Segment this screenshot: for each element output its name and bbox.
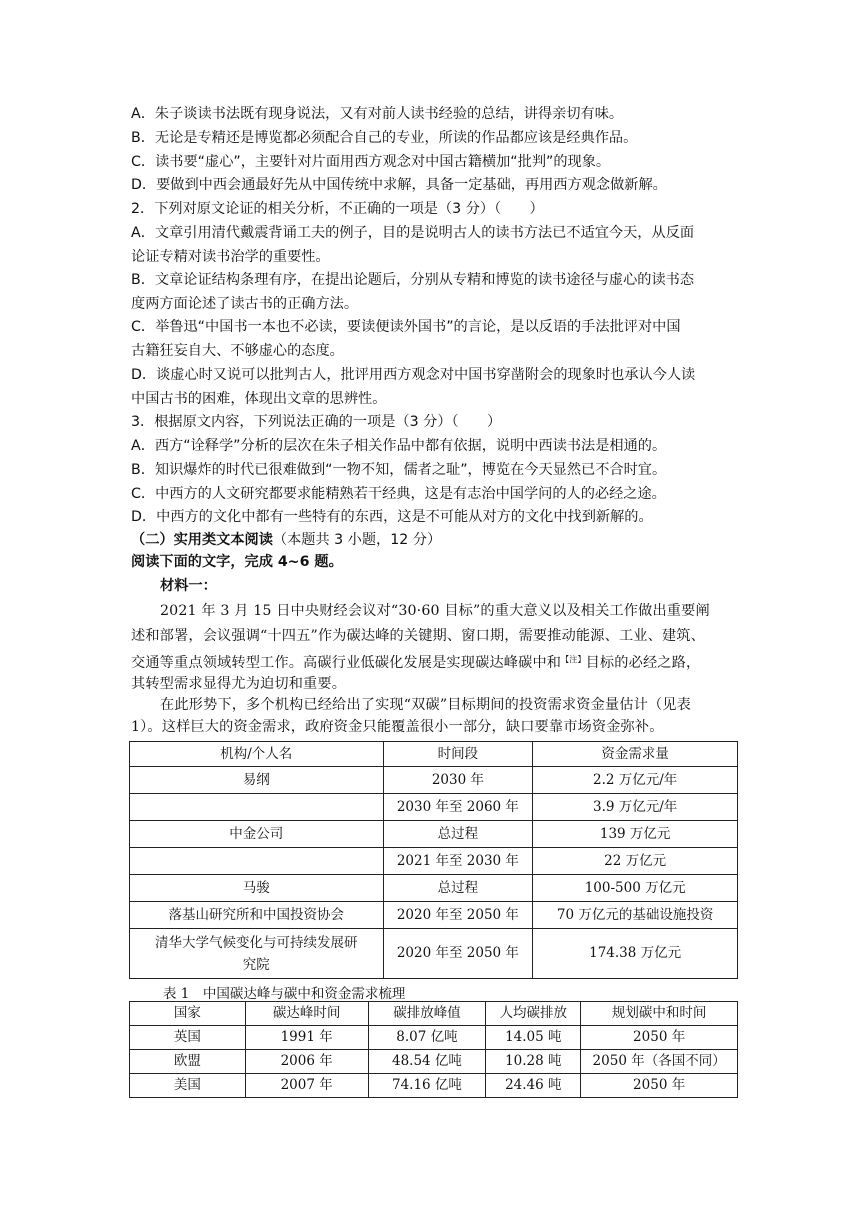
cell-org-line1: 清华大学气候变化与可持续发展研 <box>155 934 358 951</box>
q1-option-b: B．无论是专精还是博览都必须配合自己的专业，所读的作品都应该是经典作品。 <box>131 130 638 146</box>
q3-option-c: C．中西方的人文研究都要求能精熟若干经典，这是有志治中国学问的人的必经之途。 <box>131 486 666 502</box>
q2-option-c-cont: 古籍狂妄自大、不够虚心的态度。 <box>131 343 344 359</box>
q1-option-c: C．读书要“虚心”，主要针对片面用西方观念对中国古籍横加“批判”的现象。 <box>131 154 611 170</box>
cell-org <box>130 848 384 875</box>
q2-stem: 2．下列对原文论证的相关分析，不正确的一项是（3 分）（ ） <box>131 201 544 217</box>
cell-period: 2020 年至 2050 年 <box>383 929 533 979</box>
q3-option-a: A．西方“诠释学”分析的层次在朱子相关作品中都有依据，说明中西读书法是相通的。 <box>131 438 667 454</box>
paragraph1-line3-a: 交通等重点领域转型工作。高碳行业低碳化发展是实现碳达峰碳中和 <box>131 655 562 671</box>
table-row <box>130 1050 738 1074</box>
table-row <box>130 1026 738 1050</box>
paragraph1-line4: 其转型需求显得尤为迫切和重要。 <box>131 676 347 692</box>
cell-period: 总过程 <box>383 875 533 902</box>
table-row <box>130 902 738 929</box>
cell-per-capita: 10.28 吨 <box>486 1050 581 1074</box>
funding-table <box>129 741 738 979</box>
cell-org <box>130 929 384 979</box>
table-row <box>130 821 738 848</box>
cell-country: 美国 <box>130 1074 246 1098</box>
table-row <box>130 848 738 875</box>
cell-peak-time: 2007 年 <box>245 1074 368 1098</box>
cell-period: 2030 年 <box>383 767 533 794</box>
header-org: 机构/个人名 <box>130 742 384 767</box>
material-label: 材料一： <box>160 578 217 594</box>
section-instruction: 阅读下面的文字，完成 4~6 题。 <box>131 554 343 570</box>
header-country: 国家 <box>130 1002 246 1026</box>
section-title: （二）实用类文本阅读 <box>131 532 273 548</box>
paragraph1-line3-b: 目标的必经之路， <box>585 655 701 671</box>
cell-neutral-time: 2050 年 <box>581 1074 738 1098</box>
table-row <box>130 767 738 794</box>
header-peak-value: 碳排放峰值 <box>368 1002 486 1026</box>
paragraph1-line3 <box>131 652 741 671</box>
q1-option-d: D．要做到中西会通最好先从中国传统中求解，具备一定基础，再用西方观念做新解。 <box>131 177 667 193</box>
cell-per-capita: 24.46 吨 <box>486 1074 581 1098</box>
cell-amount: 139 万亿元 <box>533 821 738 848</box>
table-row <box>130 794 738 821</box>
table-row <box>130 929 738 979</box>
q2-option-d: D．谈虚心时又说可以批判古人，批评用西方观念对中国书穿凿附会的现象时也承认今人读 <box>131 367 696 383</box>
section-heading <box>131 532 741 548</box>
q2-option-c: C．举鲁迅“中国书一本也不必读，要读便读外国书”的言论，是以反语的手法批评对中国 <box>131 319 681 335</box>
cell-neutral-time: 2050 年 <box>581 1026 738 1050</box>
cell-neutral-time: 2050 年（各国不同） <box>581 1050 738 1074</box>
cell-peak-time: 1991 年 <box>245 1026 368 1050</box>
paragraph2-line2: 1）。这样巨大的资金需求，政府资金只能覆盖很小一部分，缺口要靠市场资金弥补。 <box>131 719 664 735</box>
table-header-row <box>130 1002 738 1026</box>
q1-option-a: A．朱子谈读书法既有现身说法，又有对前人读书经验的总结，讲得亲切有味。 <box>131 106 624 122</box>
cell-org <box>130 794 384 821</box>
paragraph2-line1: 在此形势下，多个机构已经给出了实现“双碳”目标期间的投资需求资金量估计（见表 <box>160 697 691 713</box>
q2-option-b: B．文章论证结构条理有序，在提出论题后，分别从专精和博览的读书途径与虚心的读书态 <box>131 272 695 288</box>
cell-org-line2: 究院 <box>242 956 270 973</box>
cell-org: 马骏 <box>130 875 384 902</box>
q3-option-b: B．知识爆炸的时代已很难做到“一物不知，儒者之耻”，博览在今天显然已不合时宜。 <box>131 462 667 478</box>
section-title-note: （本题共 3 小题，12 分） <box>272 532 442 548</box>
cell-peak-value: 8.07 亿吨 <box>368 1026 486 1050</box>
cell-peak-value: 74.16 亿吨 <box>368 1074 486 1098</box>
cell-period: 总过程 <box>383 821 533 848</box>
paragraph1-line1: 2021 年 3 月 15 日中央财经会议对“30·60 目标”的重大意义以及相关工作做出重要阐 <box>160 603 710 619</box>
q2-option-d-cont: 中国古书的困难，体现出文章的思辨性。 <box>131 391 387 407</box>
cell-amount: 22 万亿元 <box>533 848 738 875</box>
table-header-row <box>130 742 738 767</box>
cell-amount: 2.2 万亿元/年 <box>533 767 738 794</box>
table1-caption: 表 1 中国碳达峰与碳中和资金需求梳理 <box>163 986 406 1002</box>
cell-country: 欧盟 <box>130 1050 246 1074</box>
cell-amount: 174.38 万亿元 <box>533 929 738 979</box>
cell-period: 2020 年至 2050 年 <box>383 902 533 929</box>
q2-option-a: A．文章引用清代戴震背诵工夫的例子，目的是说明古人的读书方法已不适宜今天，从反面 <box>131 225 695 241</box>
paragraph1-line2: 述和部署，会议强调“十四五”作为碳达峰的关键期、窗口期，需要推动能源、工业、建筑、 <box>131 628 705 644</box>
cell-amount: 70 万亿元的基础设施投资 <box>533 902 738 929</box>
q3-option-d: D．中西方的文化中都有一些特有的东西，这是不可能从对方的文化中找到新解的。 <box>131 509 653 525</box>
table-row <box>130 875 738 902</box>
cell-peak-time: 2006 年 <box>245 1050 368 1074</box>
header-peak-time: 碳达峰时间 <box>245 1002 368 1026</box>
cell-org: 易纲 <box>130 767 384 794</box>
q3-stem: 3．根据原文内容，下列说法正确的一项是（3 分）（ ） <box>131 414 502 430</box>
cell-country: 英国 <box>130 1026 246 1050</box>
header-amount: 资金需求量 <box>533 742 738 767</box>
q2-option-a-cont: 论证专精对读书治学的重要性。 <box>131 249 330 265</box>
cell-period: 2030 年至 2060 年 <box>383 794 533 821</box>
cell-amount: 100-500 万亿元 <box>533 875 738 902</box>
cell-amount: 3.9 万亿元/年 <box>533 794 738 821</box>
cell-peak-value: 48.54 亿吨 <box>368 1050 486 1074</box>
header-period: 时间段 <box>383 742 533 767</box>
cell-period: 2021 年至 2030 年 <box>383 848 533 875</box>
cell-per-capita: 14.05 吨 <box>486 1026 581 1050</box>
header-per-capita: 人均碳排放 <box>486 1002 581 1026</box>
header-neutral-time: 规划碳中和时间 <box>581 1002 738 1026</box>
footnote-marker: 【注】 <box>561 655 586 664</box>
cell-org: 中金公司 <box>130 821 384 848</box>
carbon-peak-table <box>129 1001 738 1098</box>
q2-option-b-cont: 度两方面论述了读古书的正确方法。 <box>131 296 359 312</box>
table-row <box>130 1074 738 1098</box>
cell-org: 落基山研究所和中国投资协会 <box>130 902 384 929</box>
